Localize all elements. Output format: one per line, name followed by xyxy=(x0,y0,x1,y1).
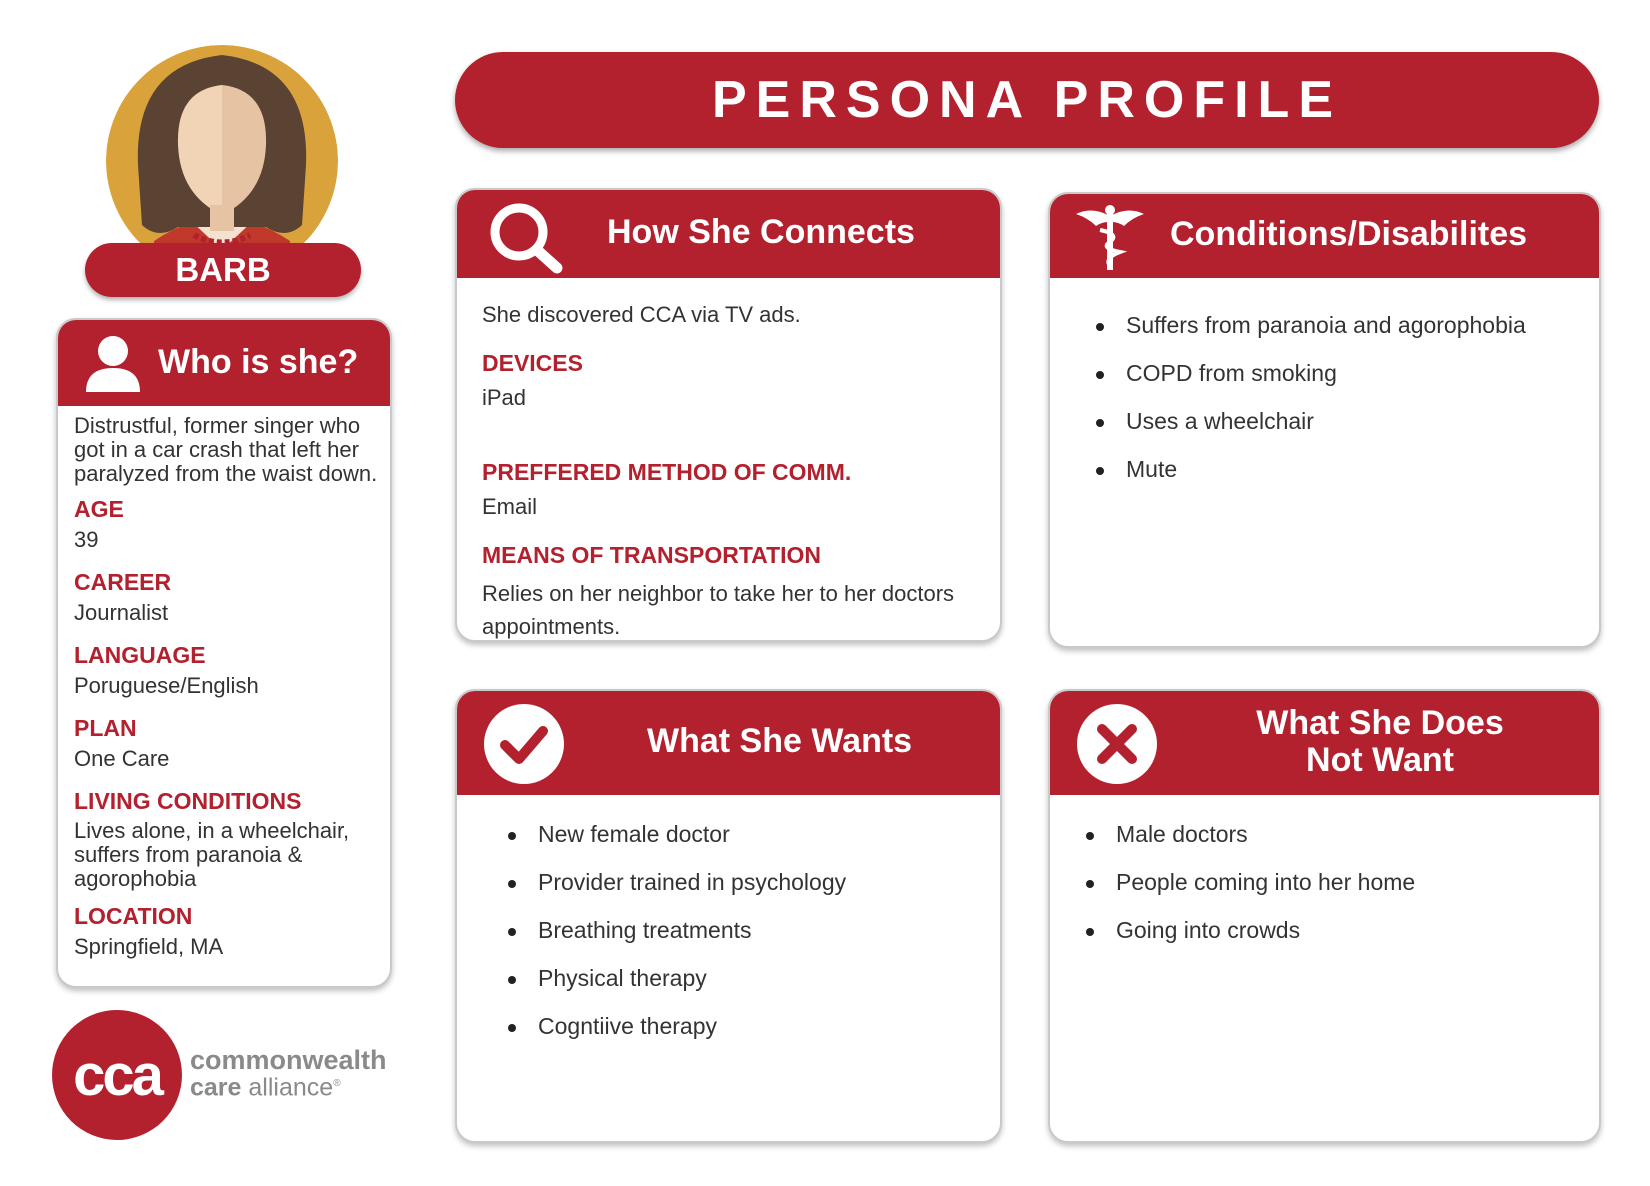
field-value: Relies on her neighbor to take her to her doctors appointments. xyxy=(482,581,955,639)
list-item: Breathing treatments xyxy=(502,917,992,944)
field-value: iPad xyxy=(482,385,527,410)
persona-name: BARB xyxy=(175,251,271,288)
checkmark-icon xyxy=(483,703,565,785)
who-field-living-conditions xyxy=(74,788,380,891)
field-label: MEANS OF TRANSPORTATION xyxy=(482,542,822,568)
what-she-does-not-want-header xyxy=(1050,691,1599,795)
not-wants-list xyxy=(1080,821,1580,944)
title-line-1: What She Does xyxy=(1256,704,1504,742)
list-item: Mute xyxy=(1090,456,1590,483)
connects-field-transport xyxy=(482,542,982,642)
list-item: Suffers from paranoia and agorophobia xyxy=(1090,312,1590,339)
connects-field-devices xyxy=(482,350,982,411)
who-field-age xyxy=(74,496,380,553)
who-description: Distrustful, former singer who got in a car crash that left her paralyzed from the waist down. xyxy=(74,413,378,486)
logo-mark-text: cca xyxy=(73,1042,161,1108)
what-she-wants-card xyxy=(455,689,1002,1143)
page-title: PERSONA PROFILE xyxy=(711,71,1342,129)
field-label: DEVICES xyxy=(482,350,583,376)
field-label: LOCATION xyxy=(74,903,193,929)
conditions-header xyxy=(1050,194,1599,278)
logo-care: care xyxy=(190,1073,242,1102)
person-icon xyxy=(84,334,142,394)
connects-field-method xyxy=(482,459,982,520)
how-she-connects-header xyxy=(457,190,1000,278)
what-she-wants-header xyxy=(457,691,1000,795)
conditions-list xyxy=(1090,312,1590,483)
what-she-wants-body xyxy=(502,821,992,1040)
who-field-career xyxy=(74,569,380,626)
list-item: New female doctor xyxy=(502,821,992,848)
who-is-she-card xyxy=(56,318,392,988)
field-value: One Care xyxy=(74,746,170,771)
field-value: Springfield, MA xyxy=(74,934,224,959)
field-label: PLAN xyxy=(74,715,137,741)
what-she-wants-title: What She Wants xyxy=(647,722,913,760)
wants-list xyxy=(502,821,992,1040)
cca-logo-wordmark xyxy=(190,1045,400,1102)
conditions-title: Conditions/Disabilites xyxy=(1170,215,1528,253)
what-she-does-not-want-title xyxy=(1230,705,1530,780)
field-label: LIVING CONDITIONS xyxy=(74,788,302,814)
what-she-does-not-want-card xyxy=(1048,689,1601,1143)
logo-line-2 xyxy=(190,1072,400,1102)
who-is-she-header xyxy=(58,320,390,406)
field-value: Lives alone, in a wheelchair, suffers from paranoia & agorophobia xyxy=(74,818,350,891)
field-label: CAREER xyxy=(74,569,172,595)
who-field-plan xyxy=(74,715,380,772)
conditions-card xyxy=(1048,192,1601,648)
who-field-location xyxy=(74,903,380,960)
magnifier-icon xyxy=(487,200,565,274)
who-field-language xyxy=(74,642,380,699)
x-icon xyxy=(1076,703,1158,785)
list-item: COPD from smoking xyxy=(1090,360,1590,387)
logo-alliance: alliance xyxy=(248,1073,334,1102)
list-item: Physical therapy xyxy=(502,965,992,992)
title-line-2: Not Want xyxy=(1306,741,1454,780)
persona-name-pill xyxy=(85,243,361,297)
who-is-she-title: Who is she? xyxy=(158,343,359,381)
field-label: AGE xyxy=(74,496,124,522)
how-she-connects-card xyxy=(455,188,1002,642)
list-item: Male doctors xyxy=(1080,821,1580,848)
list-item: Uses a wheelchair xyxy=(1090,408,1590,435)
caduceus-icon xyxy=(1074,200,1146,272)
how-she-connects-body xyxy=(482,302,982,642)
list-item: People coming into her home xyxy=(1080,869,1580,896)
connects-intro: She discovered CCA via TV ads. xyxy=(482,302,801,327)
field-value: Poruguese/English xyxy=(74,673,259,698)
field-value: 39 xyxy=(74,527,99,552)
list-item: Cogntiive therapy xyxy=(502,1013,992,1040)
what-she-does-not-want-body xyxy=(1080,821,1580,944)
field-value: Email xyxy=(482,494,538,519)
field-label: LANGUAGE xyxy=(74,642,206,668)
list-item: Provider trained in psychology xyxy=(502,869,992,896)
list-item: Going into crowds xyxy=(1080,917,1580,944)
who-is-she-body xyxy=(74,414,380,960)
field-value: Journalist xyxy=(74,600,169,625)
how-she-connects-title: How She Connects xyxy=(607,213,915,251)
field-label: PREFFERED METHOD OF COMM. xyxy=(482,459,852,485)
logo-line-1: commonwealth xyxy=(190,1045,387,1075)
cca-logo-mark xyxy=(52,1010,182,1140)
logo-reg-mark: ® xyxy=(333,1078,341,1089)
page-title-banner xyxy=(455,52,1599,148)
conditions-body xyxy=(1090,312,1590,483)
